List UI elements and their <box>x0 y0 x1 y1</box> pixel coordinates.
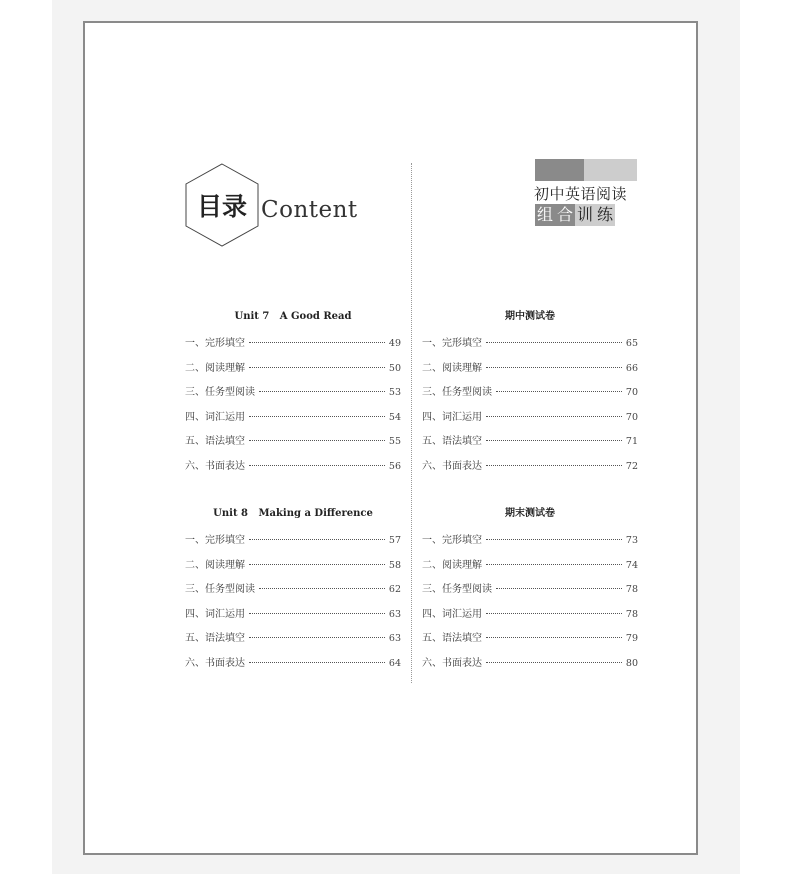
leader-dots <box>496 391 622 392</box>
logo-char: 合 <box>557 205 574 224</box>
page-title: Content <box>261 197 358 223</box>
toc-page-number: 58 <box>388 559 401 571</box>
toc-label: 二、阅读理解 <box>185 559 245 571</box>
leader-dots <box>486 367 622 368</box>
toc-page-number: 56 <box>388 460 401 472</box>
toc-label: 一、完形填空 <box>185 338 245 349</box>
logo-char: 训 <box>577 205 594 224</box>
toc-entry[interactable] <box>422 531 638 556</box>
toc-label: 二、阅读理解 <box>422 559 482 571</box>
column-divider <box>411 163 412 683</box>
toc-page-number: 74 <box>625 559 638 571</box>
leader-dots <box>486 539 622 540</box>
toc-label: 三、任务型阅读 <box>422 387 492 399</box>
section-title: 期中测试卷 <box>505 311 555 322</box>
toc-page-number: 64 <box>388 657 401 669</box>
logo-char: 练 <box>597 205 614 224</box>
toc-label: 四、词汇运用 <box>185 411 245 423</box>
toc-label: 六、书面表达 <box>422 460 482 472</box>
toc-section-midterm <box>422 310 638 482</box>
toc-page-number: 66 <box>625 362 638 374</box>
leader-dots <box>486 342 622 343</box>
toc-label: 三、任务型阅读 <box>185 584 255 596</box>
toc-entry[interactable] <box>185 457 401 482</box>
logo-char: 组 <box>537 205 554 224</box>
leader-dots <box>249 367 385 368</box>
toc-entry[interactable] <box>422 556 638 581</box>
toc-section-unit7 <box>185 310 401 482</box>
toc-label: 五、语法填空 <box>185 436 245 448</box>
toc-label: 四、词汇运用 <box>422 411 482 423</box>
toc-entry[interactable] <box>422 408 638 433</box>
toc-label: 五、语法填空 <box>422 633 482 645</box>
toc-label: 三、任务型阅读 <box>185 387 255 399</box>
logo-bar-light <box>584 159 637 181</box>
toc-entry[interactable] <box>185 605 401 630</box>
toc-entry[interactable] <box>422 629 638 654</box>
leader-dots <box>259 391 385 392</box>
toc-entry[interactable] <box>422 457 638 482</box>
toc-entry[interactable] <box>422 334 638 359</box>
toc-label: 一、完形填空 <box>422 535 482 546</box>
toc-entry[interactable] <box>422 359 638 384</box>
contents-icon-label: 目录 <box>196 192 247 221</box>
toc-label: 五、语法填空 <box>422 436 482 448</box>
leader-dots <box>249 342 385 343</box>
leader-dots <box>249 637 385 638</box>
toc-label: 二、阅读理解 <box>185 362 245 374</box>
logo-bar-dark <box>535 159 584 181</box>
toc-entry[interactable] <box>185 383 401 408</box>
leader-dots <box>496 588 622 589</box>
toc-page-number: 63 <box>388 633 401 645</box>
leader-dots <box>486 613 622 614</box>
toc-page-number: 80 <box>625 657 638 669</box>
toc-entry[interactable] <box>185 334 401 359</box>
toc-label: 一、完形填空 <box>422 338 482 349</box>
leader-dots <box>249 416 385 417</box>
toc-page-number: 70 <box>625 411 638 423</box>
toc-page-number: 63 <box>388 608 401 620</box>
toc-entry[interactable] <box>422 383 638 408</box>
leader-dots <box>249 440 385 441</box>
toc-section-unit8 <box>185 507 401 679</box>
toc-entry[interactable] <box>422 432 638 457</box>
toc-label: 四、词汇运用 <box>422 608 482 620</box>
leader-dots <box>249 539 385 540</box>
toc-page-number: 79 <box>625 633 638 645</box>
toc-page-number: 72 <box>625 460 638 472</box>
section-title: Unit 7 A Good Read <box>234 311 352 322</box>
toc-entry[interactable] <box>185 629 401 654</box>
toc-page-number: 53 <box>388 387 401 399</box>
toc-page-number: 71 <box>625 436 638 448</box>
leader-dots <box>486 416 622 417</box>
toc-entry[interactable] <box>422 654 638 679</box>
toc-label: 二、阅读理解 <box>422 362 482 374</box>
leader-dots <box>249 662 385 663</box>
toc-page-number: 50 <box>388 362 401 374</box>
leader-dots <box>486 637 622 638</box>
toc-entry[interactable] <box>185 531 401 556</box>
document-page <box>83 21 698 855</box>
leader-dots <box>486 465 622 466</box>
toc-page-number: 73 <box>625 535 638 546</box>
toc-page-number: 78 <box>625 584 638 596</box>
toc-entry[interactable] <box>185 556 401 581</box>
toc-entry[interactable] <box>422 605 638 630</box>
toc-page-number: 55 <box>388 436 401 448</box>
toc-page-number: 65 <box>625 338 638 349</box>
leader-dots <box>486 564 622 565</box>
toc-page-number: 70 <box>625 387 638 399</box>
toc-label: 一、完形填空 <box>185 535 245 546</box>
toc-page-number: 57 <box>388 535 401 546</box>
leader-dots <box>249 564 385 565</box>
toc-entry[interactable] <box>185 654 401 679</box>
toc-page-number: 49 <box>388 338 401 349</box>
toc-page-number: 62 <box>388 584 401 596</box>
toc-entry[interactable] <box>185 580 401 605</box>
leader-dots <box>486 662 622 663</box>
toc-entry[interactable] <box>422 580 638 605</box>
leader-dots <box>249 465 385 466</box>
toc-label: 四、词汇运用 <box>185 608 245 620</box>
toc-label: 六、书面表达 <box>422 657 482 669</box>
leader-dots <box>259 588 385 589</box>
toc-entry[interactable] <box>185 359 401 384</box>
section-title: 期末测试卷 <box>505 508 555 519</box>
toc-section-final <box>422 507 638 679</box>
leader-dots <box>249 613 385 614</box>
toc-label: 六、书面表达 <box>185 460 245 472</box>
toc-label: 五、语法填空 <box>185 633 245 645</box>
toc-entry[interactable] <box>185 432 401 457</box>
toc-entry[interactable] <box>185 408 401 433</box>
toc-page-number: 54 <box>388 411 401 423</box>
section-title: Unit 8 Making a Difference <box>213 508 373 519</box>
logo-subtitle <box>535 204 615 226</box>
leader-dots <box>486 440 622 441</box>
toc-label: 三、任务型阅读 <box>422 584 492 596</box>
toc-page-number: 78 <box>625 608 638 620</box>
logo-title: 初中英语阅读 <box>534 185 628 203</box>
toc-label: 六、书面表达 <box>185 657 245 669</box>
